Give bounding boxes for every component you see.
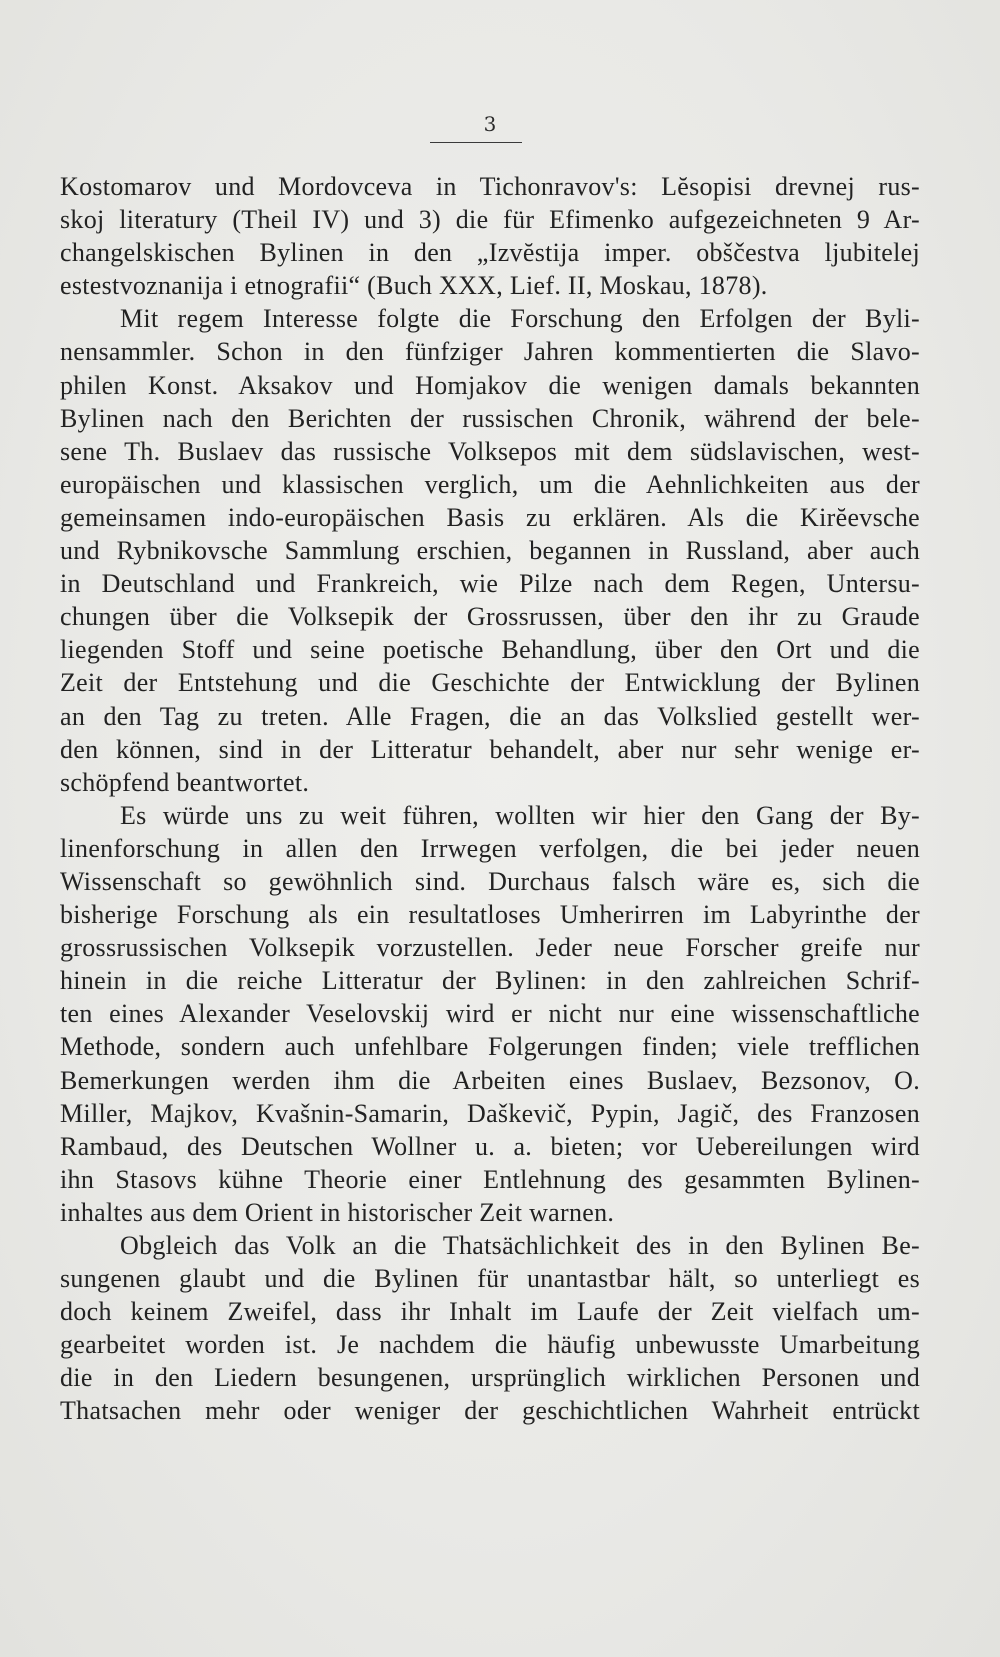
text-line: in Deutschland und Frankreich, wie Pilze nach dem Regen, Untersu- xyxy=(60,569,920,599)
header-rule xyxy=(430,142,522,143)
text-line: hinein in die reiche Litteratur der Bylinen: in den zahlreichen Schrif- xyxy=(60,966,920,996)
text-line: doch keinem Zweifel, dass ihr Inhalt im Laufe der Zeit vielfach um- xyxy=(60,1297,920,1327)
text-line: sene Th. Buslaev das russische Volksepos mit dem südslavischen, west- xyxy=(60,436,920,466)
text-line: Miller, Majkov, Kvašnin-Samarin, Daškevič, Pypin, Jagič, des Franzosen xyxy=(60,1098,920,1128)
text-line: die in den Liedern besungenen, ursprünglich wirklichen Personen und xyxy=(60,1363,920,1393)
text-line: skoj literatury (Theil IV) und 3) die für Efimenko aufgezeichneten 9 Ar- xyxy=(60,205,920,235)
text-line: Kostomarov und Mordovceva in Tichonravov's: Lĕsopisi drevnej rus- xyxy=(60,172,920,201)
text-line: linenforschung in allen den Irrwegen verfolgen, die bei jeder neuen xyxy=(60,833,920,863)
text-line: Obgleich das Volk an die Thatsächlichkeit des in den Bylinen Be- xyxy=(120,1231,920,1260)
page-number: 3 xyxy=(483,112,497,136)
text-line: grossrussischen Volksepik vorzustellen. Jeder neue Forscher greife nur xyxy=(60,933,920,963)
text-line: Mit regem Interesse folgte die Forschung den Erfolgen der Byli- xyxy=(120,304,920,334)
text-line: den können, sind in der Litteratur behandelt, aber nur sehr wenige er- xyxy=(60,734,920,764)
text-line: sungenen glaubt und die Bylinen für unantastbar hält, so unterliegt es xyxy=(60,1264,920,1294)
text-line: Methode, sondern auch unfehlbare Folgerungen finden; viele trefflichen xyxy=(60,1032,920,1062)
body-text xyxy=(60,170,920,1428)
text-line: liegenden Stoff und seine poetische Behandlung, über den Ort und die xyxy=(60,635,920,665)
text-line: inhaltes aus dem Orient in historischer Zeit warnen. xyxy=(60,1197,615,1227)
text-line: philen Konst. Aksakov und Homjakov die wenigen damals bekannten xyxy=(60,370,920,400)
text-line: schöpfend beantwortet. xyxy=(60,767,310,797)
text-line: gearbeitet worden ist. Je nachdem die häufig unbewusste Umarbeitung xyxy=(60,1330,920,1360)
text-line: Zeit der Entstehung und die Geschichte der Entwicklung der Bylinen xyxy=(60,668,920,698)
text-line: Wissenschaft so gewöhnlich sind. Durchaus falsch wäre es, sich die xyxy=(60,866,920,896)
text-line: europäischen und klassischen verglich, um die Aehnlichkeiten aus der xyxy=(60,469,920,499)
text-line: und Rybnikovsche Sammlung erschien, begannen in Russland, aber auch xyxy=(60,536,920,566)
text-line: Rambaud, des Deutschen Wollner u. a. bieten; vor Uebereilungen wird xyxy=(60,1131,920,1161)
text-line: an den Tag zu treten. Alle Fragen, die an das Volkslied gestellt wer- xyxy=(60,701,920,731)
text-line: nensammler. Schon in den fünfziger Jahren kommentierten die Slavo- xyxy=(60,337,920,367)
text-line: Thatsachen mehr oder weniger der geschichtlichen Wahrheit entrückt xyxy=(60,1396,920,1426)
text-line: gemeinsamen indo-europäischen Basis zu erklären. Als die Kirĕevsche xyxy=(60,502,920,532)
text-line: chungen über die Volksepik der Grossrussen, über den ihr zu Graude xyxy=(60,602,920,632)
text-line: bisherige Forschung als ein resultatloses Umherirren im Labyrinthe der xyxy=(60,900,920,930)
text-line: ten eines Alexander Veselovskij wird er nicht nur eine wissenschaftliche xyxy=(60,999,920,1029)
text-line: changelskischen Bylinen in den „Izvĕstija imper. obščestva ljubitelej xyxy=(60,238,920,268)
text-line: Bemerkungen werden ihm die Arbeiten eines Buslaev, Bezsonov, O. xyxy=(60,1065,920,1095)
text-line: ihn Stasovs kühne Theorie einer Entlehnung des gesammten Bylinen- xyxy=(60,1164,920,1194)
text-line: estestvoznanija i etnografii“ (Buch XXX, Lief. II, Moskau, 1878). xyxy=(60,271,768,301)
text-line: Bylinen nach den Berichten der russischen Chronik, während der bele- xyxy=(60,403,920,433)
text-line: Es würde uns zu weit führen, wollten wir hier den Gang der By- xyxy=(120,800,920,830)
